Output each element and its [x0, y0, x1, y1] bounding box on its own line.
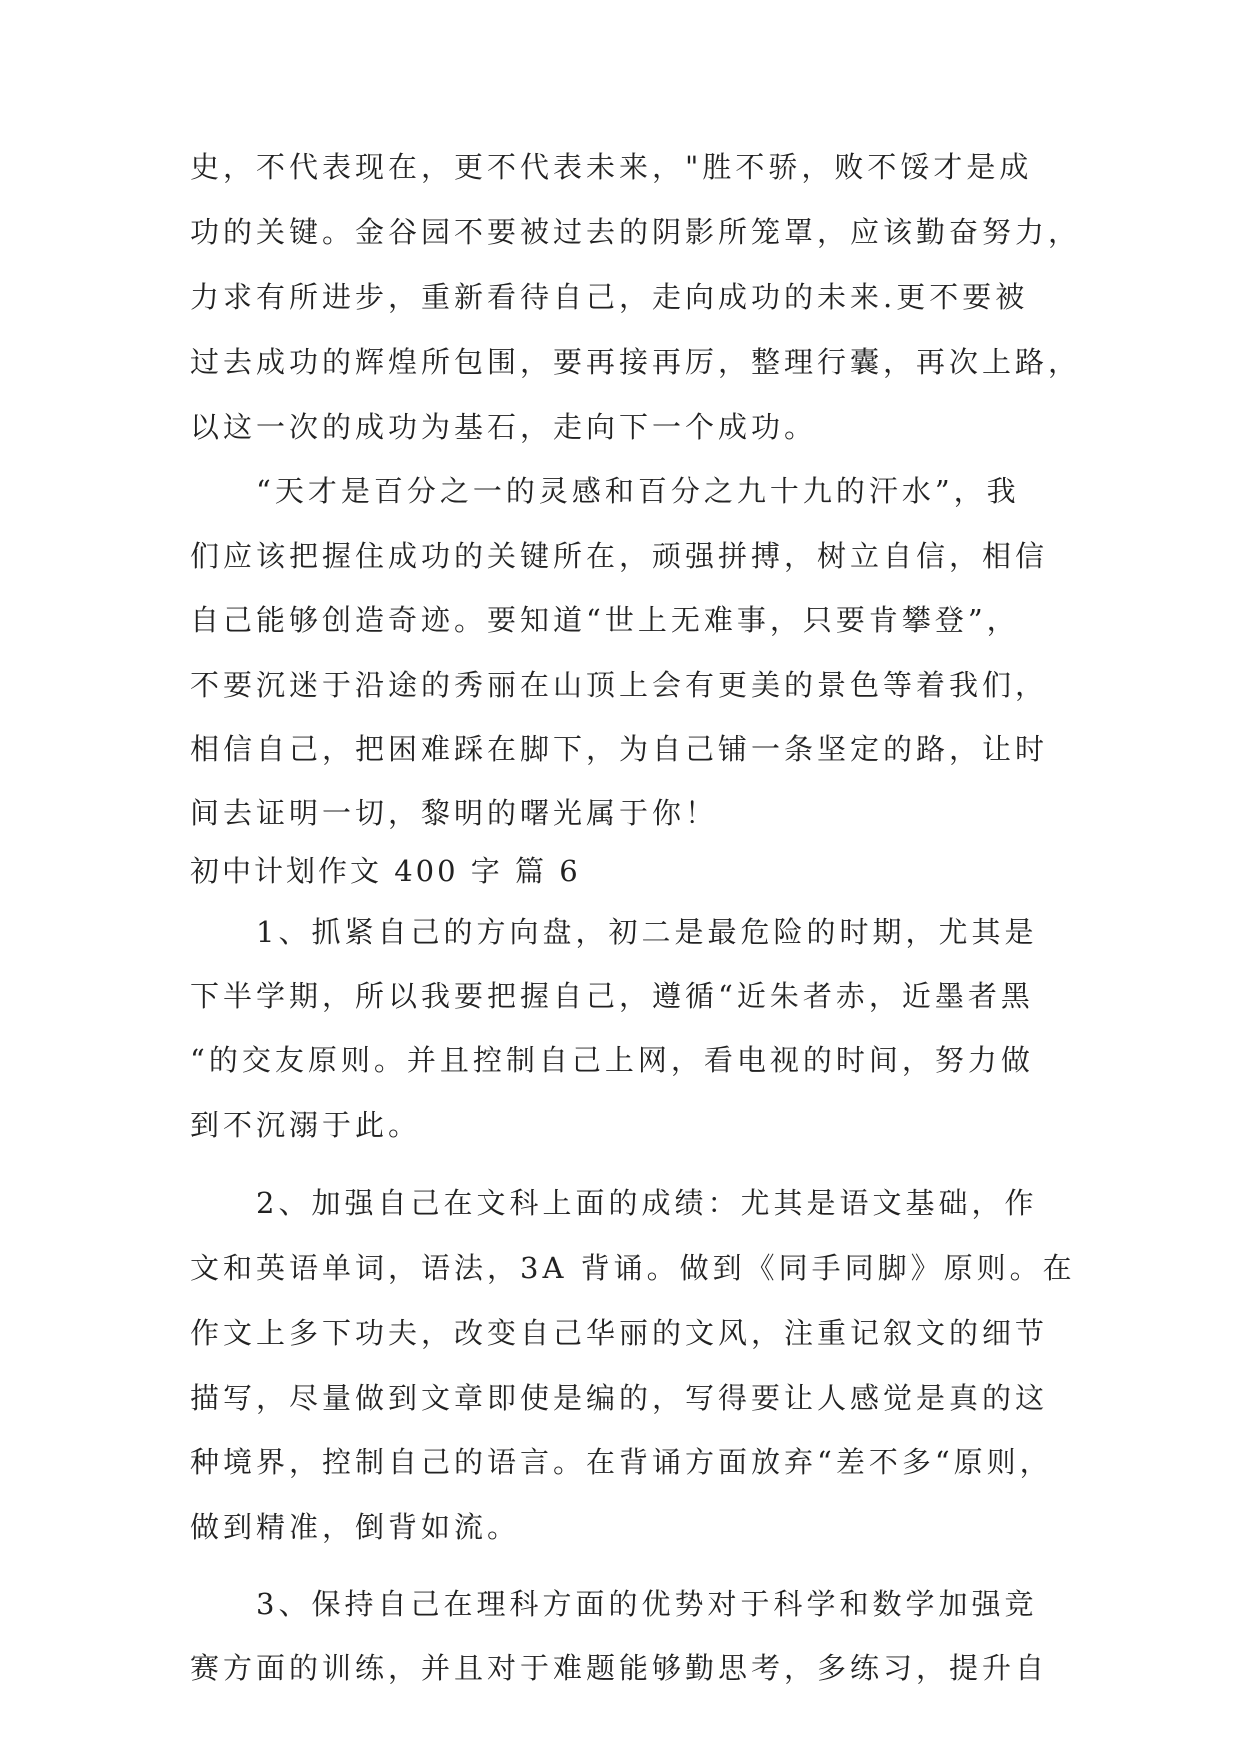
- text-line: 描写，尽量做到文章即使是编的，写得要让人感觉是真的这: [190, 1381, 1049, 1415]
- text-line: 到不沉溺于此。: [190, 1108, 422, 1142]
- text-line: 赛方面的训练，并且对于难题能够勤思考，多练习，提升自: [190, 1651, 1049, 1685]
- text-line: 2、加强自己在文科上面的成绩：尤其是语文基础，作: [190, 1186, 1038, 1220]
- text-line: 自己能够创造奇迹。要知道“世上无难事，只要肯攀登”，: [190, 603, 1020, 637]
- text-line: 做到精准，倒背如流。: [190, 1510, 521, 1544]
- text-line: 1、抓紧自己的方向盘，初二是最危险的时期，尤其是: [190, 915, 1038, 949]
- text-line: 不要沉迷于沿途的秀丽在山顶上会有更美的景色等着我们，: [190, 668, 1049, 702]
- text-line: 文和英语单词，语法，3A 背诵。做到《同手同脚》原则。在: [190, 1251, 1076, 1285]
- text-line: “的交友原则。并且控制自己上网，看电视的时间，努力做: [190, 1043, 1034, 1077]
- text-line: “天才是百分之一的灵感和百分之九十九的汗水”，我: [190, 474, 1020, 508]
- text-line: 3、保持自己在理科方面的优势对于科学和数学加强竞: [190, 1587, 1038, 1621]
- section-heading: 初中计划作文 400 字 篇 6: [190, 854, 581, 888]
- text-line: 们应该把握住成功的关键所在，顽强拼搏，树立自信，相信: [190, 539, 1049, 573]
- text-line: 种境界，控制自己的语言。在背诵方面放弃“差不多“原则，: [190, 1445, 1053, 1479]
- text-line: 史，不代表现在，更不代表未来，"胜不骄，败不馁才是成: [190, 150, 1033, 184]
- text-line: 过去成功的辉煌所包围，要再接再厉，整理行囊，再次上路，: [190, 345, 1082, 379]
- text-line: 以这一次的成功为基石，走向下一个成功。: [190, 410, 818, 444]
- text-line: 相信自己，把困难踩在脚下，为自己铺一条坚定的路，让时: [190, 732, 1049, 766]
- text-line: 间去证明一切，黎明的曙光属于你！: [190, 796, 719, 830]
- text-line: 力求有所进步，重新看待自己，走向成功的未来.更不要被: [190, 280, 1029, 314]
- text-line: 作文上多下功夫，改变自己华丽的文风，注重记叙文的细节: [190, 1316, 1049, 1350]
- text-line: 下半学期，所以我要把握自己，遵循“近朱者赤，近墨者黑: [190, 979, 1034, 1013]
- text-line: 功的关键。金谷园不要被过去的阴影所笼罩，应该勤奋努力，: [190, 215, 1082, 249]
